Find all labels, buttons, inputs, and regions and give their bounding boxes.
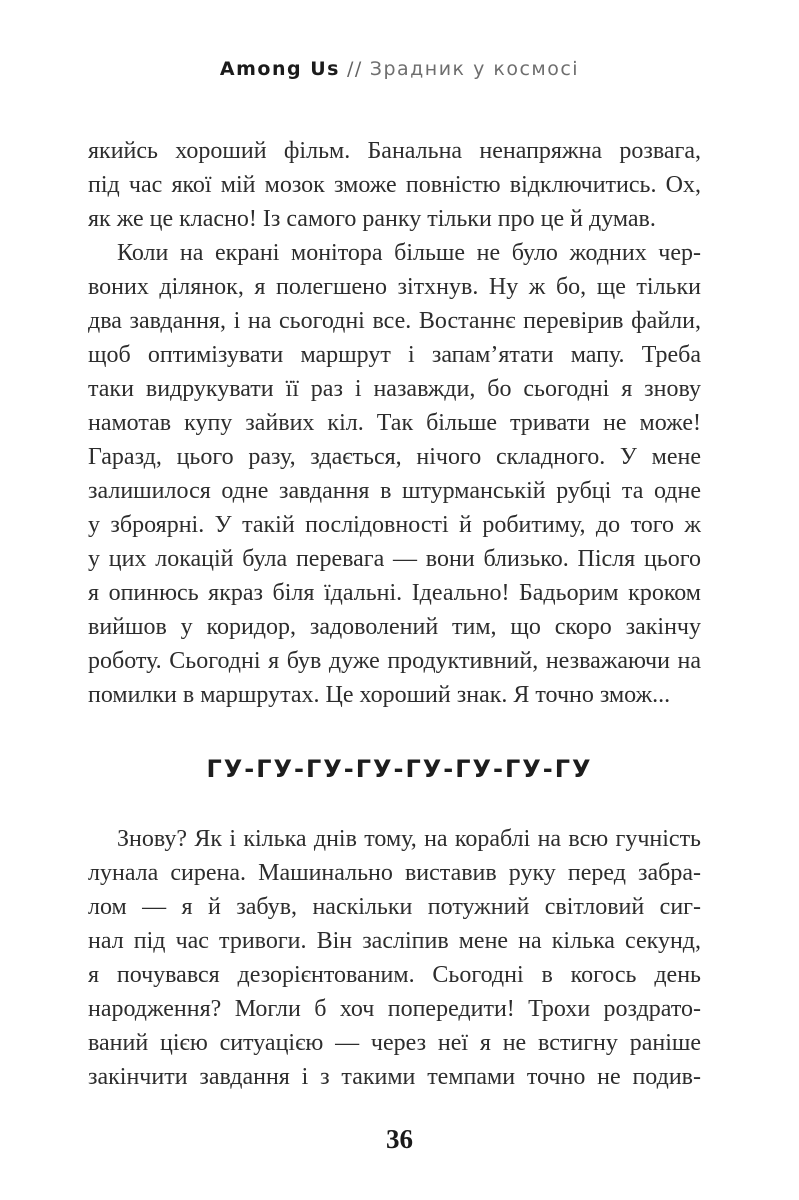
paragraph [88, 236, 701, 712]
text-line: лунала сирена. Машинально виставив руку перед забра- [88, 860, 701, 886]
text-line: я почувався дезорієнтованим. Сьогодні в когось день [88, 962, 701, 988]
body-text-block-1 [88, 134, 701, 712]
page-number: 36 [386, 1124, 413, 1154]
paragraph [88, 822, 701, 1094]
text-line: народження? Могли б хоч попередити! Трохи роздрато- [88, 996, 701, 1022]
text-line: Коли на екрані монітора більше не було жодних чер- [117, 240, 701, 266]
running-header [0, 57, 799, 81]
text-line: щоб оптимізувати маршрут і запам’ятати мапу. Треба [88, 342, 701, 368]
text-line: Гаразд, цього разу, здається, нічого складного. У мене [88, 444, 701, 470]
series-title: Among Us [219, 58, 340, 80]
text-line: воних ділянок, я полегшено зітхнув. Ну ж бо, ще тільки [88, 274, 701, 300]
text-line: вийшов у коридор, задоволений тим, що скоро закінчу [88, 614, 701, 640]
text-line: таки видрукувати її раз і назавжди, бо сьогодні я знову [88, 376, 701, 402]
paragraph [88, 134, 701, 236]
text-line: закінчити завдання і з такими темпами точно не подив- [88, 1064, 701, 1090]
text-line: у цих локацій була перевага — вони близько. Після цього [88, 546, 701, 572]
body-text-block-2 [88, 822, 701, 1094]
text-line: у зброярні. У такій послідовності й робитиму, до того ж [88, 512, 701, 538]
text-line: під час якої мій мозок зможе повністю відключитись. Ох, [88, 172, 701, 198]
text-line: помилки в маршрутах. Це хороший знак. Я точно змож... [88, 682, 671, 708]
text-line: ваний цією ситуацією — через неї я не встигну раніше [88, 1030, 701, 1056]
text-line: лом — я й забув, наскільки потужний світловий сиг- [88, 894, 701, 920]
chapter-title: Зрадник у космосі [369, 58, 580, 80]
text-line: як же це класно! Із самого ранку тільки про це й думав. [88, 206, 656, 232]
header-separator: // [346, 58, 363, 80]
text-line: нал під час тривоги. Він засліпив мене на кілька секунд, [88, 928, 701, 954]
sound-heading: ГУ-ГУ-ГУ-ГУ-ГУ-ГУ-ГУ-ГУ [206, 755, 593, 783]
text-line: якийсь хороший фільм. Банальна ненапряжна розвага, [88, 138, 701, 164]
text-line: намотав купу зайвих кіл. Так більше тривати не може! [88, 410, 701, 436]
text-line: залишилося одне завдання в штурманській рубці та одне [88, 478, 701, 504]
text-line: два завдання, і на сьогодні все. Востаннє перевірив файли, [88, 308, 701, 334]
text-line: Знову? Як і кілька днів тому, на кораблі на всю гучність [117, 826, 701, 852]
text-line: я опинюсь якраз біля їдальні. Ідеально! Бадьорим кроком [88, 580, 701, 606]
text-line: роботу. Сьогодні я був дуже продуктивний, незважаючи на [88, 648, 701, 674]
